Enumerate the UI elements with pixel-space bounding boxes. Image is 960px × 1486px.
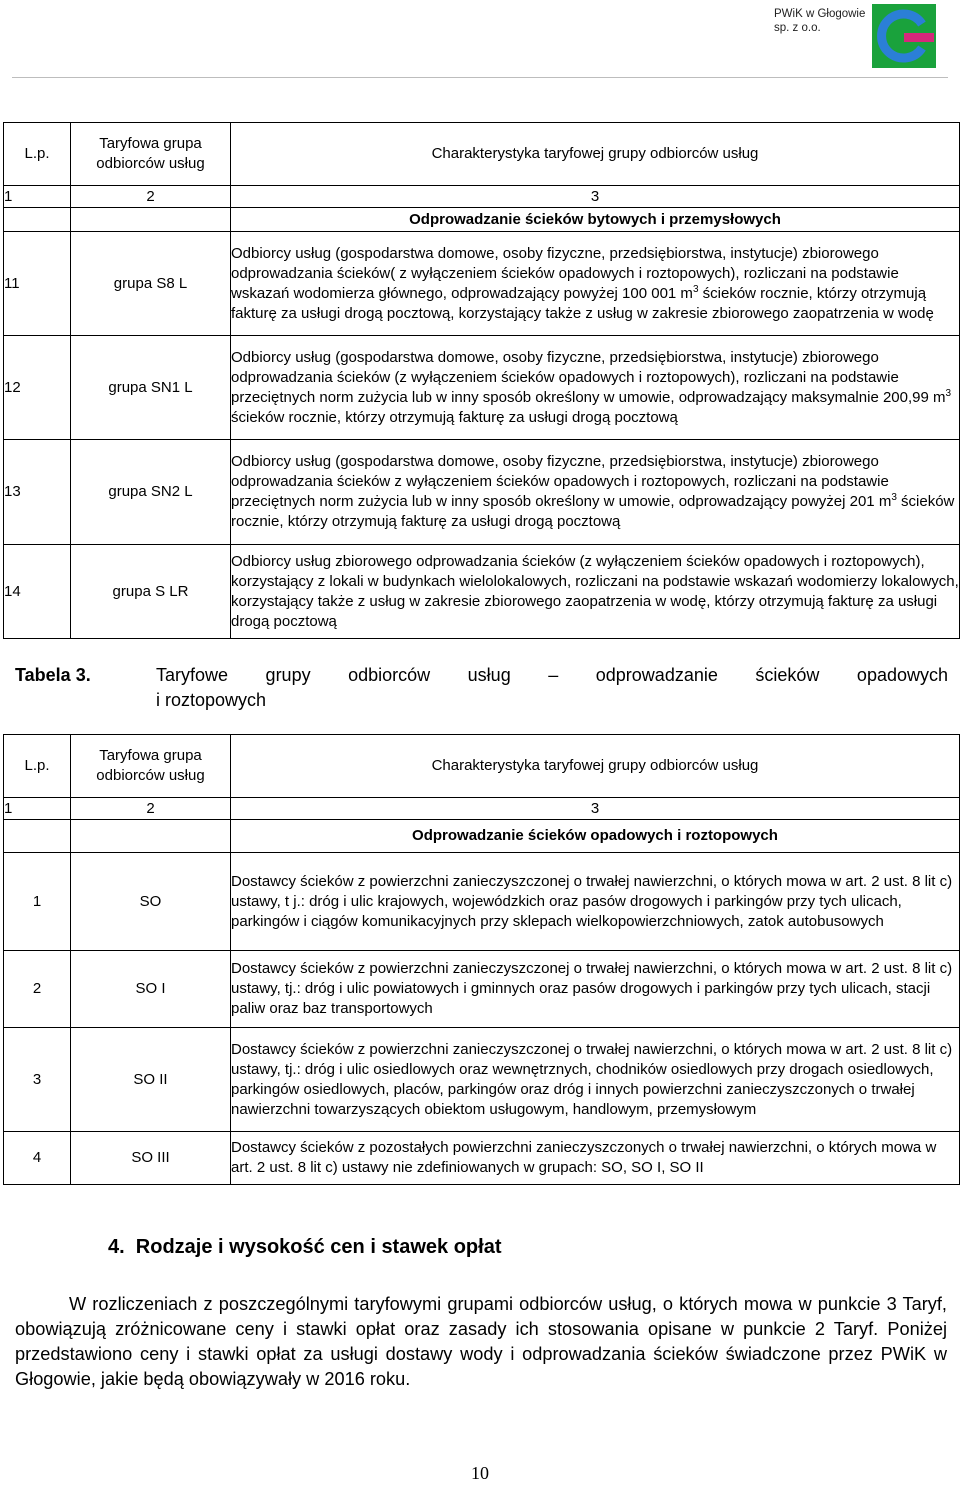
table-row [4,336,960,440]
row-lp: 1 [4,853,71,951]
company-name [774,7,865,35]
tariff-table-rainwater [3,734,960,1185]
section-title: Odprowadzanie ścieków opadowych i roztopowych [231,820,960,853]
section-title: Odprowadzanie ścieków bytowych i przemysłowych [231,208,960,232]
row-description: Dostawcy ścieków z pozostałych powierzchni zanieczyszczonych o trwałej nawierzchni, o których mowa w art. 2 ust. 8 lit c) ustawy nie zdefiniowanych w grupach: SO, SO I, SO II [231,1132,960,1185]
company-name-line1: PWiK w Głogowie [774,8,866,20]
table-row [4,1028,960,1132]
row-description: Dostawcy ścieków z powierzchni zanieczyszczonej o trwałej nawierzchni, o których mowa w art. 2 ust. 8 lit c) ustawy, t j.: dróg i ulic krajowych, wojewódzkich oraz pasów drogowych i parkingów przy tych ulicach, parkingów i ciągów komunikacyjnych przy sklepach wielkopowierzchniowych, zatok autobusowych [231,853,960,951]
row-group: grupa SN2 L [71,440,231,545]
col-number-3: 3 [231,186,960,208]
col-number-2: 2 [71,186,231,208]
row-description: Odbiorcy usług zbiorowego odprowadzania ścieków (z wyłączeniem ścieków opadowych i roztopowych), korzystający z lokali w budynkach wielolokalowych, rozliczani na podstawie wskazań wodomierzy lokalowych, korzystający także z usług w zakresie zbiorowego zaopatrzenia w wodę, którzy otrzymują fakturę za usługi drogą pocztową [231,545,960,639]
col-number-1: 1 [4,798,71,820]
row-lp: 4 [4,1132,71,1185]
col-header-characteristics: Charakterystyka taryfowej grupy odbiorców usług [231,123,960,186]
row-lp: 12 [4,336,71,440]
table-row [4,853,960,951]
row-description: Dostawcy ścieków z powierzchni zanieczyszczonej o trwałej nawierzchni, o których mowa w art. 2 ust. 8 lit c) ustawy, tj.: dróg i ulic powiatowych i gminnych oraz pasów drogowych i parkingów przy tych ulicach, stacji paliw oraz baz transportowych [231,951,960,1028]
row-lp: 13 [4,440,71,545]
section-heading: 4. Rodzaje i wysokość cen i stawek opłat [108,1236,502,1258]
col-header-group: Taryfowa grupa odbiorców usług [71,735,231,798]
table3-title-line2: i roztopowych [156,690,267,710]
col-number-3: 3 [231,798,960,820]
row-lp: 14 [4,545,71,639]
table-row [4,440,960,545]
company-logo-icon [872,4,936,68]
row-lp: 2 [4,951,71,1028]
table3-title-line1: Taryfowe grupy odbiorców usług – odprowadzanie ścieków opadowych [156,665,948,685]
table-row [4,1132,960,1185]
row-description: Dostawcy ścieków z powierzchni zanieczyszczonej o trwałej nawierzchni, o których mowa w art. 2 ust. 8 lit c) ustawy, tj.: dróg i ulic osiedlowych oraz wewnętrznych, chodników osiedlowych przy drogach osiedlowych, parkingów osiedlowych, placów, parkingów oraz dróg i innych powierzchni zanieczyszczonych o trwałej nawierzchni towarzyszących obiektom usługowym, handlowym, przemysłowym [231,1028,960,1132]
table-row [4,951,960,1028]
row-lp: 11 [4,232,71,336]
row-description: Odbiorcy usług (gospodarstwa domowe, osoby fizyczne, przedsiębiorstwa, instytucje) zbiorowego odprowadzania ścieków (z wyłączeniem ścieków opadowych i roztopowych), rozliczani na podstawie przeciętnych norm zużycia lub w inny sposób określony w umowie, odprowadzający maksymalnie 200,99 $m^3$ ścieków rocznie, którzy otrzymują fakturę za usługi drogą pocztową [231,336,960,440]
col-header-characteristics: Charakterystyka taryfowej grupy odbiorców usług [231,735,960,798]
row-description: Odbiorcy usług (gospodarstwa domowe, osoby fizyczne, przedsiębiorstwa, instytucje) zbiorowego odprowadzania ścieków z wyłączeniem ścieków opadowych i roztopowych, rozliczani na podstawie przeciętnych norm zużycia lub w inny sposób określony w umowie, odprowadzający powyżej 201 $m^3$ ścieków rocznie, którzy otrzymują fakturę za usługi drogą pocztową [231,440,960,545]
col-header-group: Taryfowa grupa odbiorców usług [71,123,231,186]
tariff-table-sewage [3,122,960,639]
col-header-lp: L.p. [4,123,71,186]
row-lp: 3 [4,1028,71,1132]
header-rule [12,77,948,78]
col-header-lp: L.p. [4,735,71,798]
col-number-1: 1 [4,186,71,208]
table3-label: Tabela 3. [15,665,91,685]
row-description: Odbiorcy usług (gospodarstwa domowe, osoby fizyczne, przedsiębiorstwa, instytucje) zbiorowego odprowadzania ścieków( z wyłączeniem ścieków opadowych i roztopowych), rozliczani na podstawie wskazań wodomierza głównego, odprowadzający powyżej 100 001 $m^3$ ścieków rocznie, którzy otrzymują fakturę za usługi drogą pocztową, korzystający także z usług w zakresie zbiorowego zaopatrzenia w wodę [231,232,960,336]
col-number-2: 2 [71,798,231,820]
row-group: grupa S8 L [71,232,231,336]
row-group: grupa SN1 L [71,336,231,440]
body-paragraph [15,1292,947,1392]
row-group: SO II [71,1028,231,1132]
table-row [4,232,960,336]
paragraph-text: W rozliczeniach z poszczególnymi taryfowymi grupami odbiorców usług, o których mowa w punkcie 3 Taryf, obowiązują zróżnicowane ceny i stawki opłat oraz zasady ich stosowania opisane w punkcie 2 Taryf. Poniżej przedstawiono ceny i stawki opłat za usługi dostawy wody i odprowadzania ścieków świadczone przez PWiK w Głogowie, jakie będą obowiązywały w 2016 roku. [15,1294,947,1389]
row-group: grupa S LR [71,545,231,639]
row-group: SO III [71,1132,231,1185]
page-header [0,0,960,80]
page-number: 10 [471,1463,489,1483]
row-group: SO I [71,951,231,1028]
row-group: SO [71,853,231,951]
company-name-line2: sp. z o.o. [774,22,821,34]
table-row [4,545,960,639]
